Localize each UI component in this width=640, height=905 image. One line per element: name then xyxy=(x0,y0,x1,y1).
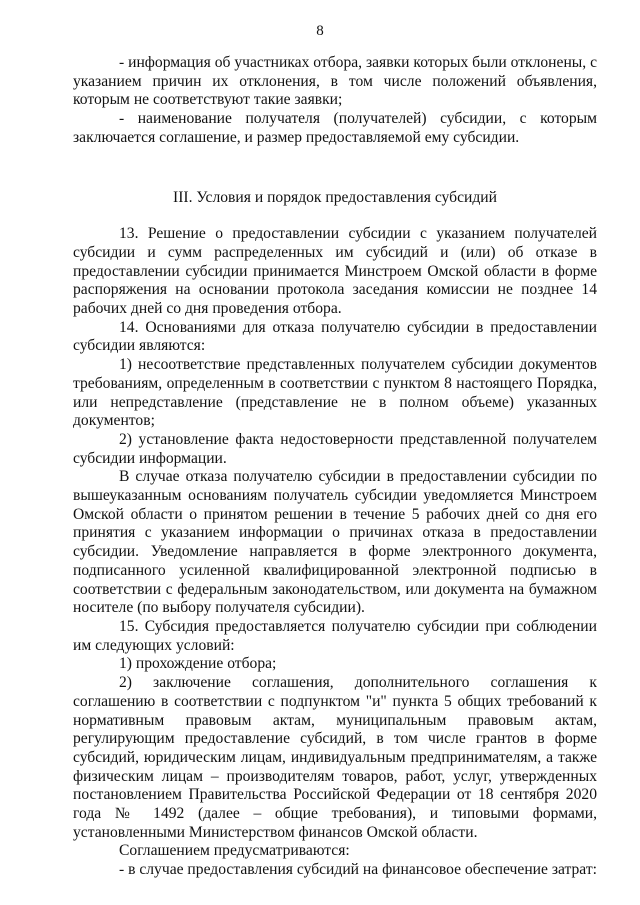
paragraph-14-item-2: 2) установление факта недостоверности представленной получателем субсидии информации. xyxy=(73,430,597,467)
paragraph-14: 14. Основаниями для отказа получателю субсидии в предоставлении субсидии являются: xyxy=(73,318,597,355)
paragraph-15-item-1: 1) прохождение отбора; xyxy=(119,655,277,673)
section-heading: III. Условия и порядок предоставления субсидий xyxy=(173,188,497,206)
paragraph-15: 15. Субсидия предоставляется получателю субсидии при соблюдении им следующих условий: xyxy=(73,617,597,654)
paragraph-financial-support: - в случае предоставления субсидий на финансовое обеспечение затрат: xyxy=(119,861,597,879)
paragraph-15-item-2: 2) заключение соглашения, дополнительного соглашения к соглашению в соответствии с подпунктом "и" пункта 5 общих требований к нормативным правовым актам, муниципальным правовым актам, регулирующим предоставление субсидий, в том числе грантов в форме субсидий, юридическим лицам, индивидуальным предпринимателям, а также физическим лицам – производителям товаров, работ, услуг, утвержденных постановлением Правительства Российской Федерации от 18 сентября 2020 года № 1492 (далее – общие требования), и типовыми формами, установленными Министерством финансов Омской области. xyxy=(73,674,597,841)
section-content xyxy=(73,225,597,880)
paragraph-rejected-participants: - информация об участниках отбора, заявки которых были отклонены, с указанием причин их отклонения, в том числе положений объявления, которым не соответствуют такие заявки; xyxy=(73,54,597,109)
paragraph-agreement-provides: Соглашением предусматриваются: xyxy=(119,842,350,860)
paragraph-refusal-notice: В случае отказа получателю субсидии в предоставлении субсидии по вышеуказанным основаниям получатель субсидии уведомляется Минстроем Омской области о принятом решении в течение 5 рабочих дней со дня его принятия с указанием информации о причинах отказа в предоставлении субсидии. Уведомление направляется в форме электронного документа, подписанного усиленной квалифицированной электронной подписью в соответствии с федеральным законодательством, или документа на бумажном носителе (по выбору получателя субсидии). xyxy=(73,468,597,617)
document-body xyxy=(73,54,597,880)
paragraph-recipient-name: - наименование получателя (получателей) субсидии, с которым заключается соглашение, и размер предоставляемой ему субсидии. xyxy=(73,110,597,146)
paragraph-13: 13. Решение о предоставлении субсидии с указанием получателей субсидии и сумм распределенных им субсидий и (или) об отказе в предоставлении субсидии принимается Минстроем Омской области в форме распоряжения на основании протокола заседания комиссии не позднее 14 рабочих дней со дня проведения отбора. xyxy=(73,225,597,318)
paragraph-14-item-1: 1) несоответствие представленных получателем субсидии документов требованиям, определенным в соответствии с пунктом 8 настоящего Порядка, или непредставление (представление не в полном объеме) указанных документов; xyxy=(73,356,597,430)
page-number: 8 xyxy=(316,23,324,39)
